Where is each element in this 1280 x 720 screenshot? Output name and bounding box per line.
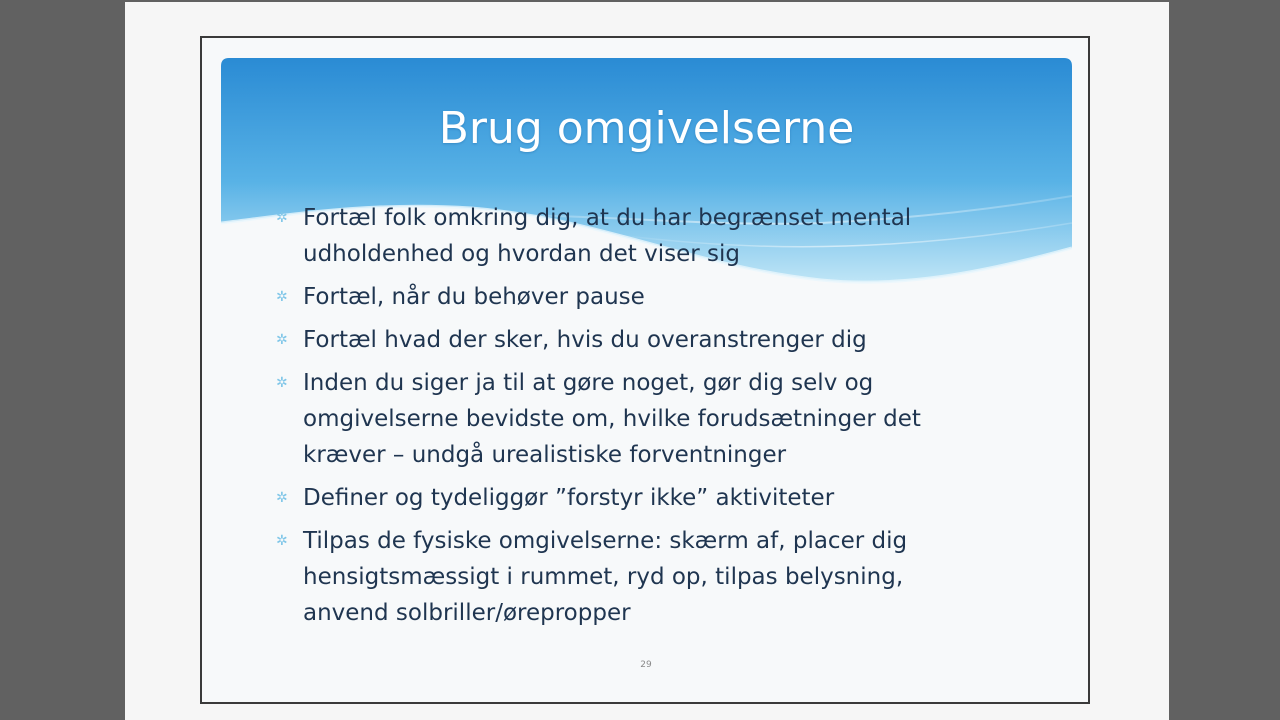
slide-page-number: 29 bbox=[640, 660, 652, 670]
bullet-item bbox=[276, 365, 996, 473]
bullet-item bbox=[276, 523, 996, 631]
bullet-line: anvend solbriller/ørepropper bbox=[303, 600, 631, 626]
bullet-line: Fortæl, når du behøver pause bbox=[303, 284, 645, 310]
bullet-line: omgivelserne bevidste om, hvilke forudsætninger det bbox=[303, 406, 921, 432]
bullet-line: udholdenhed og hvordan det viser sig bbox=[303, 241, 741, 267]
bullet-item bbox=[276, 200, 996, 272]
bullet-line: Inden du siger ja til at gøre noget, gør dig selv og bbox=[303, 370, 874, 396]
bullet-list bbox=[276, 200, 996, 638]
bullet-marker-icon: ✲ bbox=[276, 289, 288, 305]
bullet-line: hensigtsmæssigt i rummet, ryd op, tilpas belysning, bbox=[303, 564, 904, 590]
bullet-line: Fortæl hvad der sker, hvis du overanstrenger dig bbox=[303, 327, 867, 353]
bullet-line: Definer og tydeliggør ”forstyr ikke” aktiviteter bbox=[303, 485, 835, 511]
bullet-line: kræver – undgå urealistiske forventninger bbox=[303, 442, 787, 468]
bullet-line: Tilpas de fysiske omgivelserne: skærm af, placer dig bbox=[303, 528, 908, 554]
bullet-marker-icon: ✲ bbox=[276, 332, 288, 348]
bullet-item bbox=[276, 279, 996, 315]
bullet-item bbox=[276, 322, 996, 358]
bullet-marker-icon: ✲ bbox=[276, 375, 288, 391]
bullet-line: Fortæl folk omkring dig, at du har begrænset mental bbox=[303, 205, 912, 231]
bullet-marker-icon: ✲ bbox=[276, 490, 288, 506]
bullet-item bbox=[276, 480, 996, 516]
slide-title: Brug omgivelserne bbox=[438, 103, 855, 154]
bullet-marker-icon: ✲ bbox=[276, 533, 288, 549]
bullet-marker-icon: ✲ bbox=[276, 210, 288, 226]
